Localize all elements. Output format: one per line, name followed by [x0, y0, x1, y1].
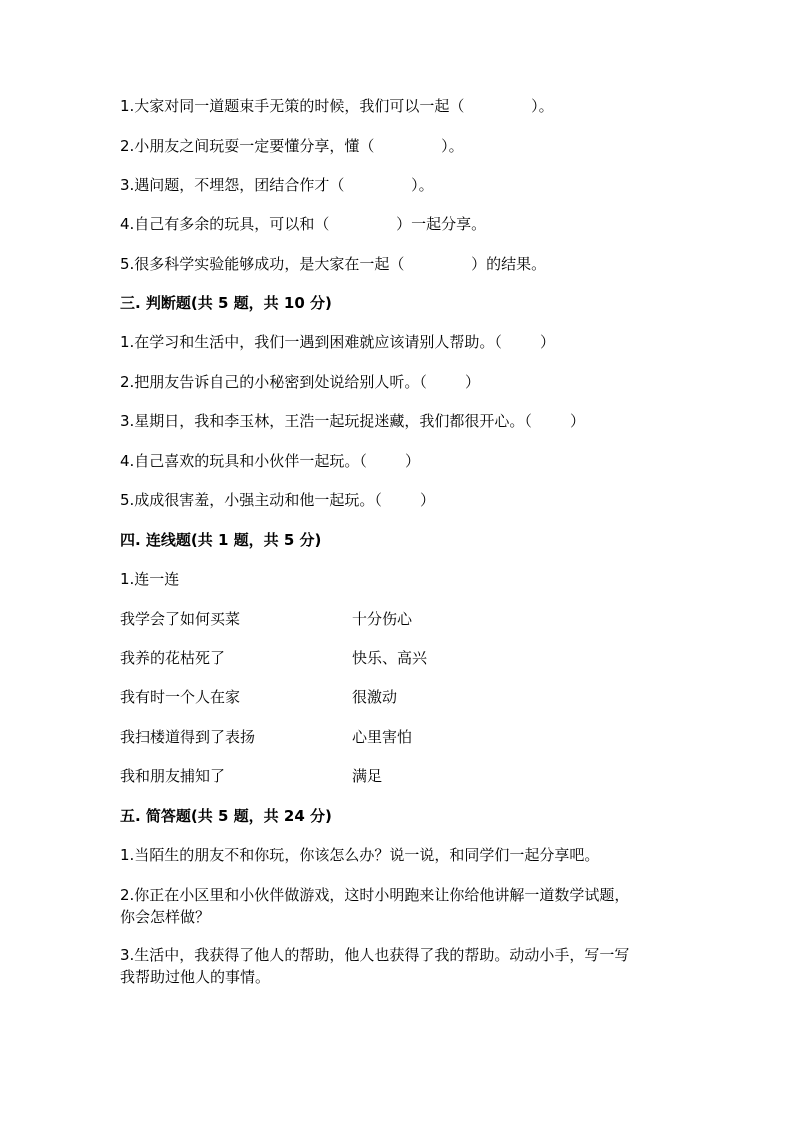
- fill-blank-item: 4.自己有多余的玩具，可以和（ ）一起分享。: [120, 215, 487, 233]
- short-answer-question: [120, 884, 680, 928]
- matching-question: 1.连一连: [120, 570, 180, 588]
- matching-left-item: 我有时一个人在家: [120, 688, 241, 706]
- matching-left-item: 我扫楼道得到了表扬: [120, 728, 256, 746]
- matching-right-item: 快乐、高兴: [352, 649, 428, 667]
- section-title-judgement: 三. 判断题(共 5 题，共 10 分): [120, 294, 332, 312]
- section-title-short-answer: 五. 简答题(共 5 题，共 24 分): [120, 807, 332, 825]
- matching-right-item: 十分伤心: [352, 610, 413, 628]
- judgement-item: 5.成成很害羞，小强主动和他一起玩。（ ）: [120, 491, 435, 509]
- fill-blank-item: 3.遇问题，不埋怨，团结合作才（ ）。: [120, 176, 434, 194]
- judgement-item: 4.自己喜欢的玩具和小伙伴一起玩。（ ）: [120, 452, 420, 470]
- fill-blank-item: 2.小朋友之间玩耍一定要懂分享，懂（ ）。: [120, 137, 464, 155]
- matching-left-item: 我学会了如何买菜: [120, 610, 241, 628]
- fill-blank-item: 5.很多科学实验能够成功，是大家在一起（ ）的结果。: [120, 255, 547, 273]
- short-answer-question: [120, 944, 680, 988]
- matching-left-item: 我和朋友捕知了: [120, 767, 226, 785]
- short-answer-question: 1.当陌生的朋友不和你玩，你该怎么办？说一说，和同学们一起分享吧。: [120, 846, 600, 864]
- question-line: 3.生活中，我获得了他人的帮助，他人也获得了我的帮助。动动小手，写一写: [120, 946, 630, 964]
- judgement-item: 3.星期日，我和李玉林，王浩一起玩捉迷藏，我们都很开心。（ ）: [120, 412, 585, 430]
- question-line: 你会怎样做？: [120, 908, 211, 926]
- judgement-item: 2.把朋友告诉自己的小秘密到处说给别人听。（ ）: [120, 373, 480, 391]
- matching-right-item: 很激动: [352, 688, 398, 706]
- question-line: 我帮助过他人的事情。: [120, 968, 271, 986]
- section-title-matching: 四. 连线题(共 1 题，共 5 分): [120, 531, 322, 549]
- question-line: 2.你正在小区里和小伙伴做游戏，这时小明跑来让你给他讲解一道数学试题，: [120, 886, 630, 904]
- judgement-item: 1.在学习和生活中，我们一遇到困难就应该请别人帮助。（ ）: [120, 333, 555, 351]
- matching-right-item: 心里害怕: [352, 728, 413, 746]
- matching-right-item: 满足: [352, 767, 383, 785]
- fill-blank-item: 1.大家对同一道题束手无策的时候，我们可以一起（ ）。: [120, 97, 554, 115]
- matching-left-item: 我养的花枯死了: [120, 649, 226, 667]
